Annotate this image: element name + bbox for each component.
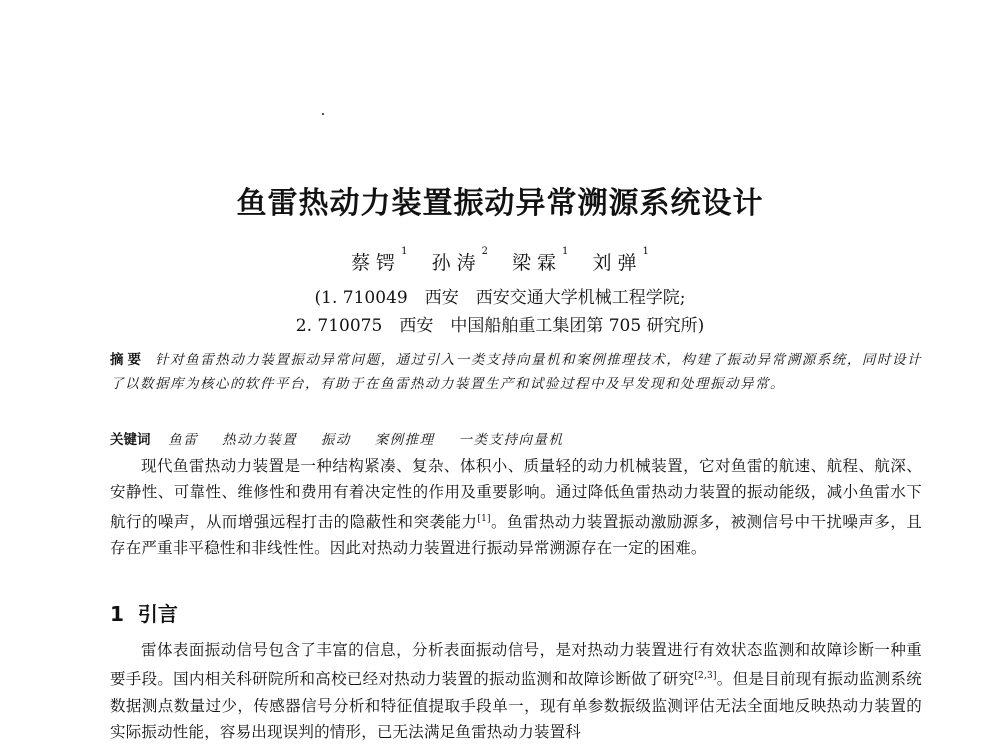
- author-4: [592, 248, 648, 275]
- affiliation-2: 2. 710075 西安 中国船舶重工集团第 705 研究所): [295, 316, 705, 336]
- keyword-item: 热动力装置: [222, 432, 298, 448]
- author-1: [351, 248, 407, 275]
- author-list: [0, 248, 1000, 275]
- section-heading-introduction: [110, 598, 178, 627]
- author-3: [512, 248, 568, 275]
- keyword-item: 振动: [320, 432, 351, 448]
- section-title: 引言: [137, 602, 178, 626]
- intro-paragraph: [110, 453, 922, 561]
- keywords: [110, 428, 922, 452]
- abstract-text: 针对鱼雷热动力装置振动异常问题，通过引入一类支持向量机和案例推理技术，构建了振动异常溯源系统，同时设计了以数据库为核心的软件平台，有助于在鱼雷热动力装置生产和试验过程中及早发现和处理振动异常。: [110, 352, 922, 392]
- author-1-name: 蔡锷: [351, 252, 402, 274]
- keywords-label: 关键词: [110, 432, 151, 448]
- author-2-affil-mark: 2: [481, 246, 488, 257]
- section1-paragraph: [110, 637, 922, 745]
- paper-title: 鱼雷热动力装置振动异常溯源系统设计: [236, 186, 764, 221]
- author-2: [432, 248, 488, 275]
- author-2-name: 孙涛: [431, 252, 482, 274]
- section1-paragraph-text-after: 。但是目前现有振动监测系统数据测点数量过少，传感器信号分析和特征值提取手段单一，现有单参数振级监测评估无法全面地反映热动力装置的实际振动性能，容易出现误判的情形，已无法满足鱼雷热动力装置科: [110, 670, 922, 742]
- author-1-affil-mark: 1: [401, 246, 408, 257]
- intro-paragraph-text-after: 。鱼雷热动力装置振动激励源多，被测信号中干扰噪声多，且存在严重非平稳性和非线性性。因此对热动力装置进行振动异常溯源存在一定的困难。: [110, 512, 922, 558]
- affiliation-1: (1. 710049 西安 西安交通大学机械工程学院;: [314, 288, 686, 308]
- author-3-affil-mark: 1: [562, 246, 569, 257]
- keyword-item: 一类支持向量机: [458, 432, 564, 448]
- abstract-label: 摘要: [110, 352, 146, 368]
- citation-1: [1]: [477, 513, 491, 524]
- scan-speck: [322, 113, 324, 115]
- author-3-name: 梁霖: [512, 252, 563, 274]
- keyword-item: 鱼雷: [168, 432, 199, 448]
- citation-2-3: [2,3]: [694, 671, 717, 682]
- keyword-item: 案例推理: [374, 432, 435, 448]
- section-number: 1: [110, 602, 124, 626]
- intro-paragraph-text: 现代鱼雷热动力装置是一种结构紧凑、复杂、体积小、质量轻的动力机械装置，它对鱼雷的航速、航程、航深、安静性、可靠性、维修性和费用有着决定性的作用及重要影响。通过降低鱼雷热动力装置的振动能级，减小鱼雷水下航行的噪声，从而增强远程打击的隐蔽性和突袭能力: [110, 457, 922, 531]
- abstract: [110, 348, 922, 396]
- author-4-affil-mark: 1: [642, 246, 649, 257]
- author-4-name: 刘弹: [592, 252, 643, 274]
- section1-paragraph-text: 雷体表面振动信号包含了丰富的信息，分析表面振动信号，是对热动力装置进行有效状态监测和故障诊断一种重要手段。国内相关科研院所和高校已经对热动力装置的振动监测和故障诊断做了研究: [110, 641, 922, 689]
